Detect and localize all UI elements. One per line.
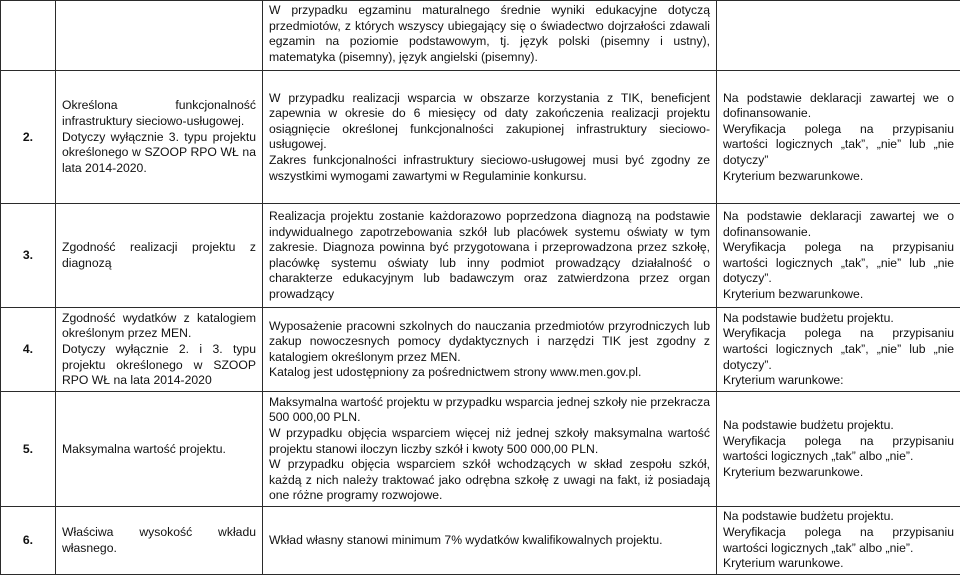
evaluation-paragraph: Weryfikacja polega na przypisaniu wartości logicznych „tak” albo „nie”.	[723, 524, 954, 555]
evaluation-paragraph: Kryterium bezwarunkowe.	[723, 287, 864, 302]
description-paragraph: Wyposażenie pracowni szkolnych do nauczania przedmiotów przyrodniczych lub zakup nowoczesnych pomocy dydaktycznych i narzędzi TIK jest zgodny z katalogiem określonym przez MEN.	[269, 318, 710, 364]
evaluation-paragraph: Na podstawie deklaracji zawartej we o dofinansowanie.	[723, 209, 954, 239]
evaluation-cell	[717, 308, 960, 392]
criterion-paragraph: Zgodność wydatków z katalogiem określonym przez MEN.	[62, 310, 256, 341]
row-number: 6.	[1, 507, 56, 574]
evaluation-paragraph: Kryterium warunkowe:	[723, 373, 844, 388]
description-paragraph: Wkład własny stanowi minimum 7% wydatków kwalifikowalnych projektu.	[269, 532, 663, 547]
description-cell	[263, 1, 717, 71]
row-number: 3.	[1, 204, 56, 308]
criterion-cell	[56, 308, 263, 392]
criterion-paragraph: Maksymalna wartość projektu.	[62, 441, 226, 456]
evaluation-cell	[717, 204, 960, 308]
table-row	[1, 392, 960, 507]
description-paragraph: Zakres funkcjonalności infrastruktury sieciowo-usługowej musi być zgodny ze wszystkimi wymogami zawartymi w Regulaminie konkursu.	[269, 152, 710, 183]
table-row	[1, 1, 960, 71]
criterion-paragraph: Określona funkcjonalność infrastruktury sieciowo-usługowej.	[62, 98, 256, 128]
evaluation-cell	[717, 71, 960, 204]
evaluation-cell	[717, 392, 960, 507]
criterion-cell	[56, 392, 263, 507]
row-number: 4.	[1, 308, 56, 392]
description-paragraph: W przypadku egzaminu maturalnego średnie wyniki edukacyjne dotyczą przedmiotów, z których wszyscy ubiegający się o świadectwo dojrzałości zdawali egzamin na poziomie podstawowym, tj. język polski (pisemny i ustny), matematyka (pisemny), język angielski (pisemny).	[269, 3, 710, 64]
description-paragraph: W przypadku realizacji wsparcia w obszarze korzystania z TIK, beneficjent zapewnia w okresie do 6 miesięcy od daty zakończenia realizacji projektu osiągnięcie określonej funkcjonalności zakupionej infrastruktury sieciowo-usługowej.	[269, 90, 710, 152]
criterion-cell	[56, 1, 263, 71]
evaluation-paragraph: Na podstawie deklaracji zawartej we o dofinansowanie.	[723, 90, 954, 121]
description-paragraph: Maksymalna wartość projektu w przypadku wsparcia jednej szkoły nie przekracza 500 000,00 PLN.	[269, 394, 710, 425]
description-cell	[263, 507, 717, 574]
description-paragraph: Realizacja projektu zostanie każdorazowo poprzedzona diagnozą na podstawie indywidualnego zapotrzebowania szkół lub placówek systemu oświaty w tym zakresie. Diagnoza powinna być przygotowana i przeprowadzona przez szkołę, placówkę systemu oświaty lub inny podmiot prowadzący działalność o charakterze edukacyjnym lub badawczym oraz zatwierdzona przez organ prowadzący	[269, 209, 710, 302]
row-number: 2.	[1, 71, 56, 204]
evaluation-paragraph: Na podstawie budżetu projektu.	[723, 509, 894, 524]
evaluation-paragraph: Weryfikacja polega na przypisaniu wartości logicznych „tak”, „nie” lub „nie dotyczy”.	[723, 326, 954, 372]
evaluation-cell	[717, 1, 960, 71]
table-row	[1, 204, 960, 308]
criterion-paragraph: Właściwa wysokość wkładu własnego.	[62, 524, 256, 555]
criterion-cell	[56, 507, 263, 574]
row-number: 5.	[1, 392, 56, 507]
criterion-paragraph: Dotyczy wyłącznie 3. typu projektu określonego w SZOOP RPO WŁ na lata 2014-2020.	[62, 129, 256, 175]
row-number	[1, 1, 56, 71]
evaluation-paragraph: Weryfikacja polega na przypisaniu wartości logicznych „tak”, „nie” lub „nie dotyczy”	[723, 121, 954, 167]
table-row	[1, 71, 960, 204]
evaluation-paragraph: Kryterium warunkowe.	[723, 556, 844, 571]
evaluation-cell	[717, 507, 960, 574]
evaluation-paragraph: Weryfikacja polega na przypisaniu wartości logicznych „tak” albo „nie”.	[723, 433, 954, 464]
description-paragraph: W przypadku objęcia wsparciem więcej niż jednej szkoły maksymalna wartość projektu stanowi iloczyn liczby szkół i kwoty 500 000,00 PLN.	[269, 425, 710, 456]
description-cell	[263, 308, 717, 392]
evaluation-paragraph: Kryterium bezwarunkowe.	[723, 168, 864, 183]
evaluation-paragraph: Weryfikacja polega na przypisaniu wartości logicznych „tak”, „nie” lub „nie dotyczy”.	[723, 240, 954, 286]
description-cell	[263, 392, 717, 507]
evaluation-paragraph: Na podstawie budżetu projektu.	[723, 418, 894, 433]
criterion-cell	[56, 204, 263, 308]
evaluation-paragraph: Kryterium bezwarunkowe.	[723, 464, 864, 479]
evaluation-paragraph: Na podstawie budżetu projektu.	[723, 310, 894, 325]
table-row	[1, 308, 960, 392]
criterion-paragraph: Dotyczy wyłącznie 2. i 3. typu projektu określonego w SZOOP RPO WŁ na lata 2014-2020	[62, 342, 256, 388]
criterion-cell	[56, 71, 263, 204]
description-cell	[263, 204, 717, 308]
description-cell	[263, 71, 717, 204]
table-row	[1, 507, 960, 574]
description-paragraph: W przypadku objęcia wsparciem szkół wchodzących w skład zespołu szkół, każdą z nich należy traktować jako odrębna szkołę z uwagi na fakt, iż posiadają one różne programy rozwojowe.	[269, 457, 710, 503]
description-paragraph: Katalog jest udostępniony za pośrednictwem strony www.men.gov.pl.	[269, 365, 642, 380]
criterion-paragraph: Zgodność realizacji projektu z diagnozą	[62, 240, 256, 270]
